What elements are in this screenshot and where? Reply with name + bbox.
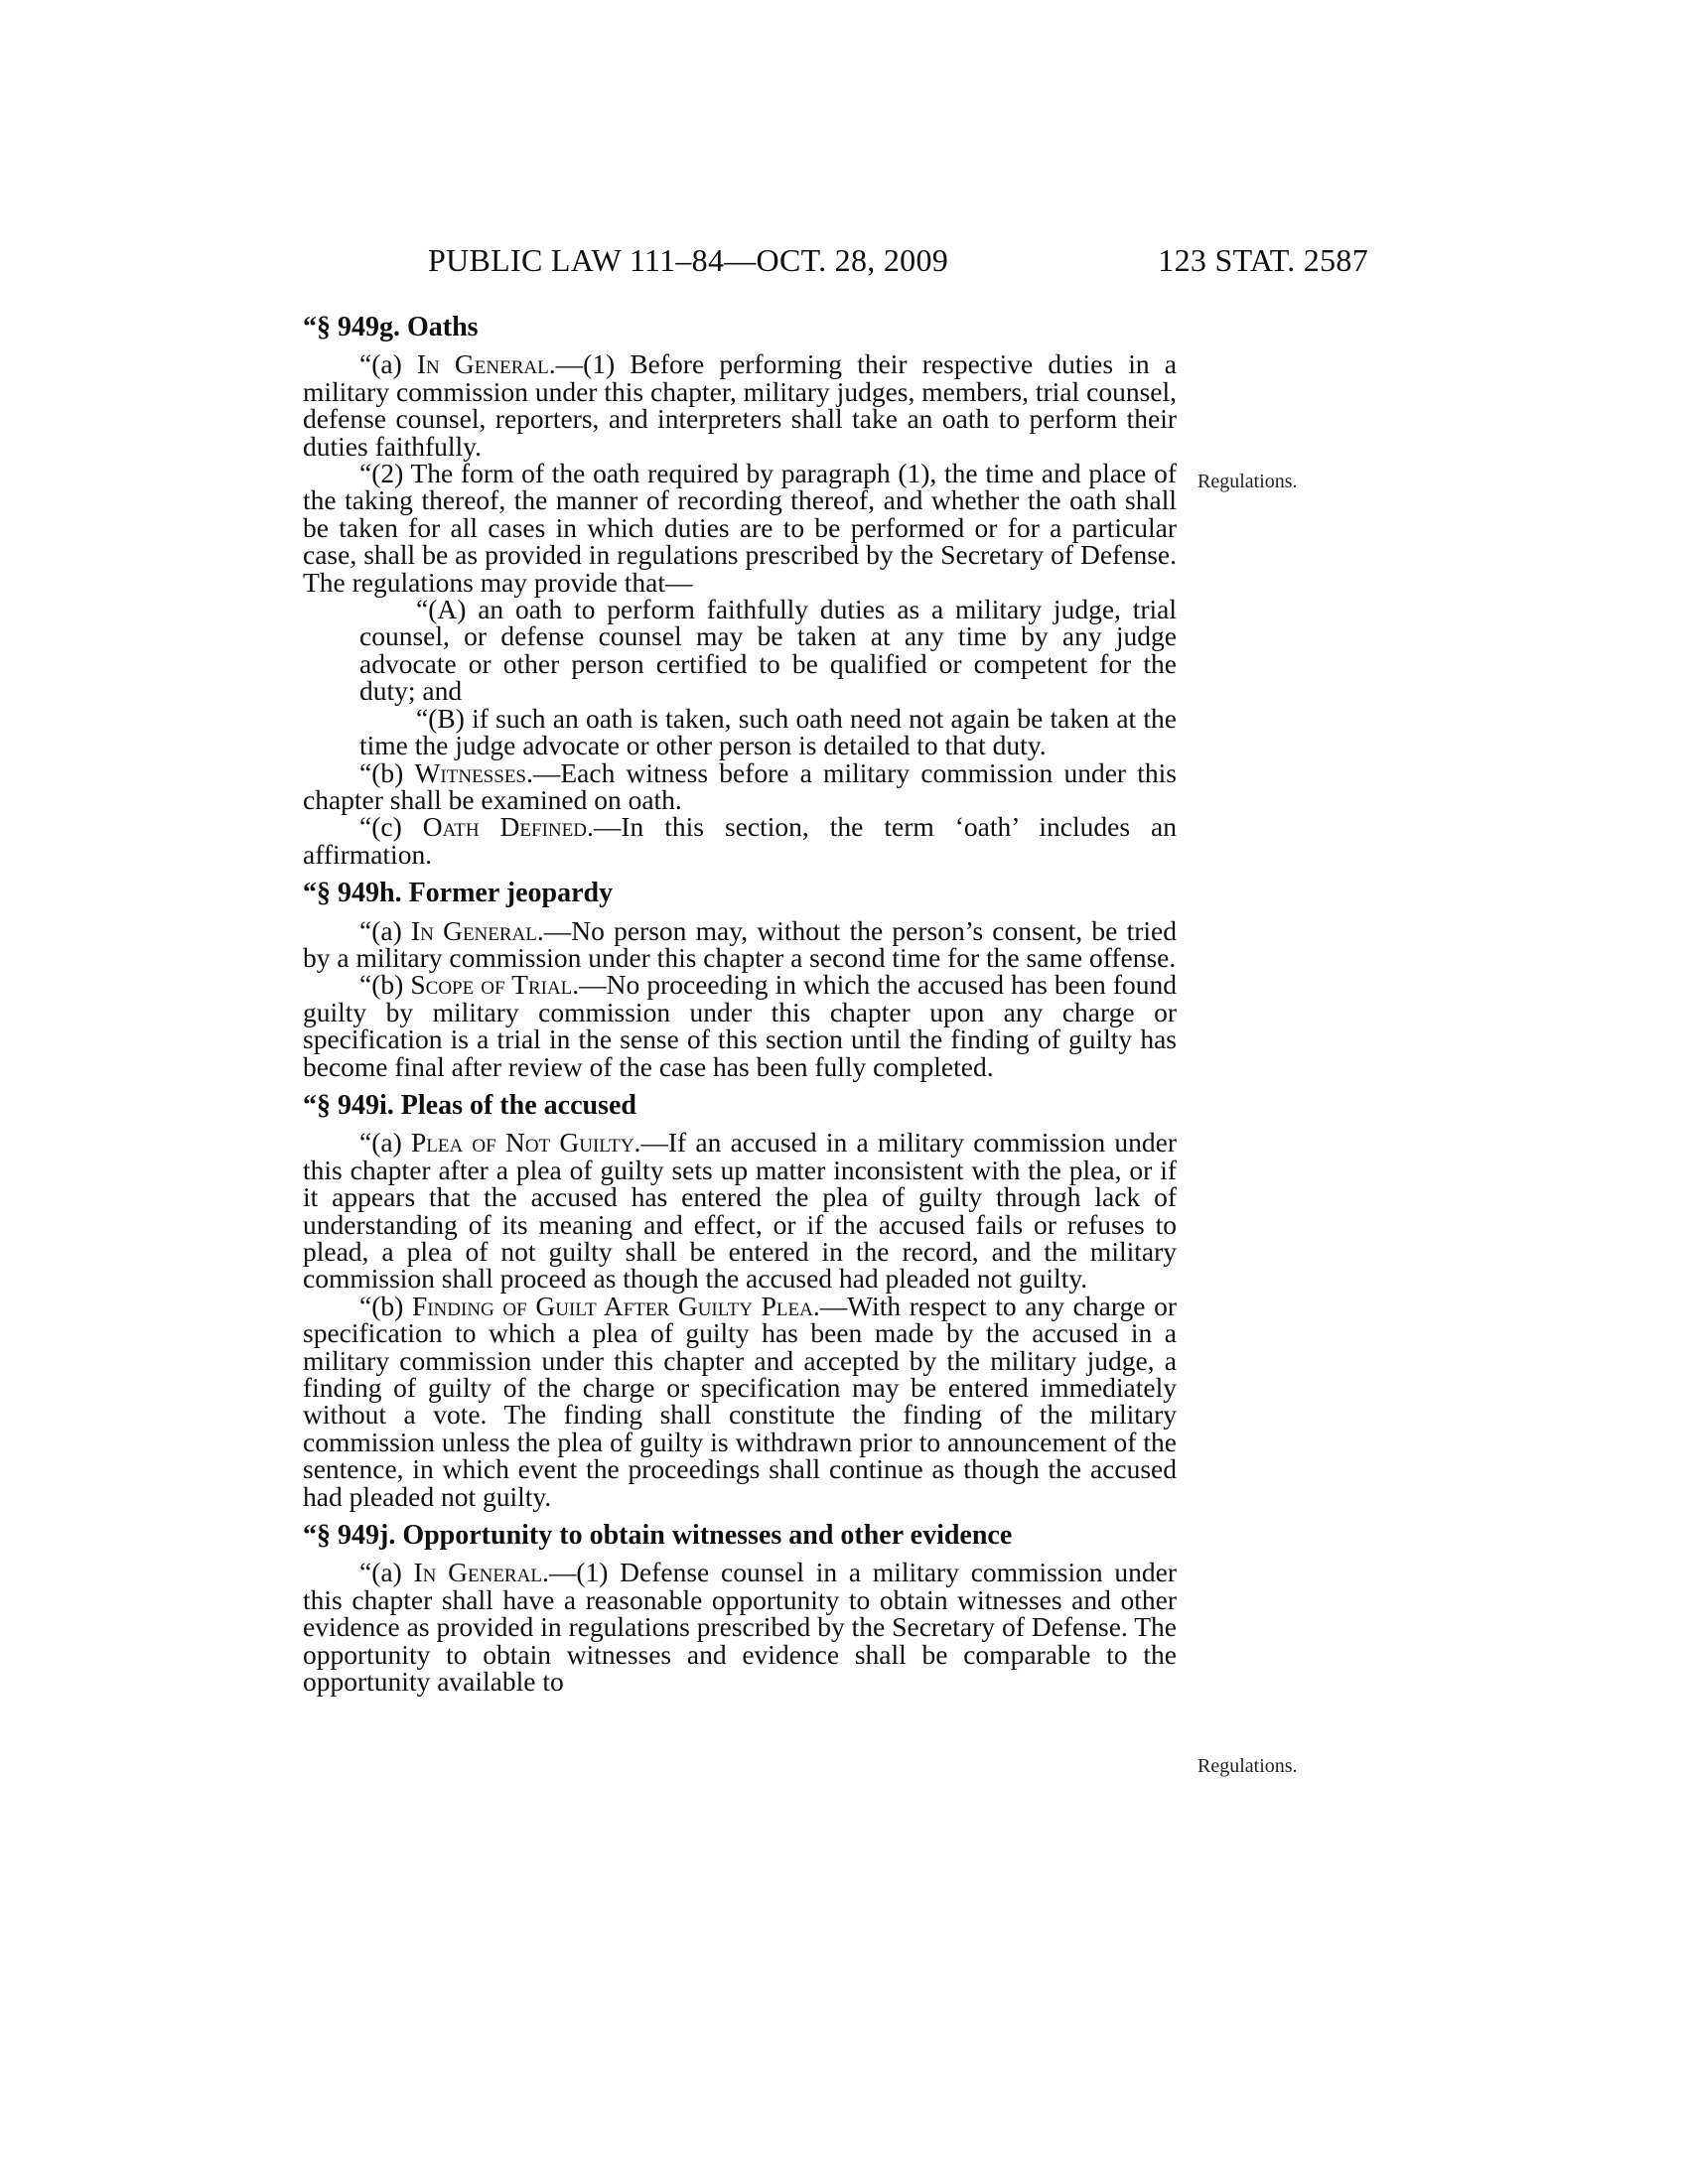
paragraph: “(b) Finding of Guilt After Guilty Plea.—With respect to any charge or specification to which a plea of guilty has been made by the accused in a military commission under this chapter and accepted by the military judge, a finding of guilty of the charge or specification may be entered immediately without a vote. The finding shall constitute the finding of the military commission unless the plea of guilty is withdrawn prior to announcement of the sentence, in which event the proceedings shall continue as though the accused had pleaded not guilty. [303,1290,1177,1512]
paragraph: “(2) The form of the oath required by paragraph (1), the time and place of the taking thereof, the manner of recording thereof, and whether the oath shall be taken for all cases in which duties are to be performed or for a particular case, shall be as provided in regulations prescribed by the Secretary of Defense. The regulations may provide that— [303,458,1177,598]
paragraph: “(a) Plea of Not Guilty.—If an accused in a military commission under this chapter after a plea of guilty sets up matter inconsistent with the plea, or if it appears that the accused has entered the plea of guilty through lack of understanding of its meaning and effect, or if the accused fails or refuses to plead, a plea of not guilty shall be entered in the record, and the military commission shall proceed as though the accused had pleaded not guilty. [303,1127,1177,1295]
subparagraph: “(B) if such an oath is taken, such oath need not again be taken at the time the judge advocate or other person is detailed to that duty. [359,702,1177,761]
section-heading-949i: “§ 949i. Pleas of the accused [303,1089,636,1121]
paragraph: “(c) Oath Defined.—In this section, the term ‘oath’ includes an affirmation. [303,811,1177,870]
paragraph: “(a) In General.—(1) Defense counsel in a military commission under this chapter shall have a reasonable opportunity to obtain witnesses and other evidence as provided in regulations prescribed by the Secretary of Defense. The opportunity to obtain witnesses and evidence shall be comparable to the opportunity available to [303,1557,1177,1698]
paragraph-caption: In General [410,914,537,946]
paragraph-caption: Plea of Not Guilty [410,1127,634,1159]
paragraph-caption: In General [413,1557,542,1588]
paragraph-caption: Finding of Guilt After Guilty Plea [411,1290,813,1321]
paragraph-caption: Scope of Trial [410,969,573,1001]
running-title: PUBLIC LAW 111–84—OCT. 28, 2009 [428,242,949,278]
section-heading-949h: “§ 949h. Former jeopardy [303,878,614,909]
paragraph: “(a) In General.—(1) Before performing their respective duties in a military commission under this chapter, military judges, members, trial counsel, defense counsel, reporters, and interpreters shall take an oath to perform their duties faithfully. [303,348,1177,462]
margin-note-regulations: Regulations. [1197,471,1298,492]
document-body [303,314,1177,1696]
margin-note-regulations: Regulations. [1197,1755,1298,1777]
paragraph: “(a) In General.—No person may, without the person’s consent, be tried by a military commission under this chapter a second time for the same offense. [303,914,1177,973]
paragraph-caption: Oath Defined [422,811,587,843]
subparagraph: “(A) an oath to perform faithfully duties as a military judge, trial counsel, or defense counsel may be taken at any time by any judge advocate or other person certified to be qualified or competent for the duty; and [359,594,1177,707]
paragraph: “(b) Scope of Trial.—No proceeding in which the accused has been found guilty by military commission under this chapter upon any charge or specification is a trial in the sense of this section until the finding of guilty has become final after review of the case has been fully completed. [303,969,1177,1082]
paragraph: “(b) Witnesses.—Each witness before a military commission under this chapter shall be examined on oath. [303,756,1177,815]
section-heading-949j: “§ 949j. Opportunity to obtain witnesses and other evidence [303,1520,1013,1552]
paragraph-caption: Witnesses [414,756,526,788]
paragraph-caption: In General [416,348,549,380]
stat-citation: 123 STAT. 2587 [1158,242,1368,278]
section-heading-949g: “§ 949g. Oaths [303,312,479,342]
